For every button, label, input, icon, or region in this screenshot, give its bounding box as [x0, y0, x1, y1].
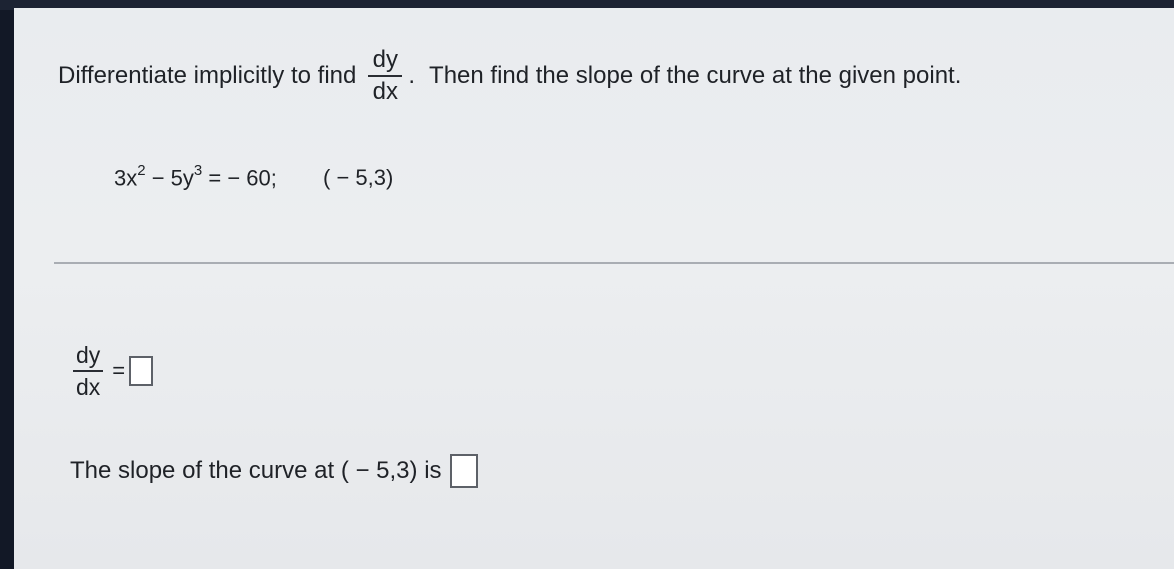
dy-dx-fraction — [368, 46, 402, 106]
derivative-answer-row — [72, 341, 153, 401]
instruction-suffix: Then find the slope of the curve at the given point. — [429, 62, 962, 89]
equation — [114, 164, 393, 191]
exponent-3: 3 — [193, 162, 203, 179]
derivative-input[interactable] — [129, 356, 153, 386]
exponent-2: 2 — [137, 162, 146, 179]
dy-dx-fraction-answer — [72, 341, 104, 401]
slope-input[interactable] — [450, 454, 478, 488]
fraction-bar — [368, 75, 402, 77]
fraction-denominator: dx — [372, 78, 399, 105]
fraction-numerator: dy — [76, 342, 101, 368]
instruction-prefix: Differentiate implicitly to find — [58, 62, 357, 89]
term-5y: − 5y — [145, 165, 194, 191]
term-3x: 3x — [114, 165, 138, 191]
divider — [54, 262, 1174, 264]
equals-sign: = — [112, 358, 126, 383]
given-point: ( − 5,3) — [323, 165, 394, 191]
slope-answer-row — [70, 454, 478, 488]
instruction-line — [58, 46, 961, 106]
period: . — [408, 62, 416, 89]
fraction-bar — [73, 370, 103, 372]
slope-label: The slope of the curve at ( − 5,3) is — [70, 457, 442, 484]
question-panel — [14, 8, 1174, 569]
fraction-denominator: dx — [76, 374, 101, 400]
equals-60: = − 60; — [202, 165, 277, 191]
fraction-numerator: dy — [372, 46, 399, 73]
